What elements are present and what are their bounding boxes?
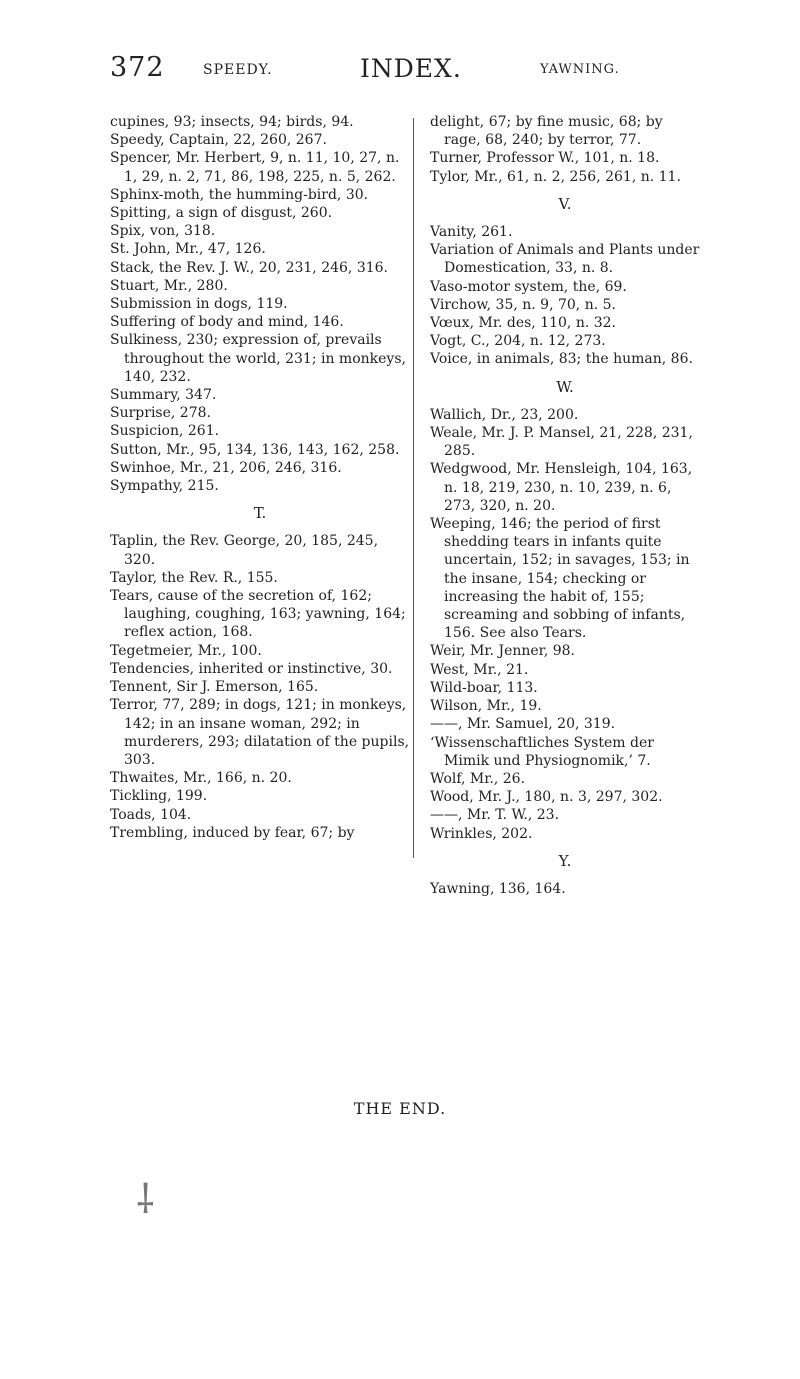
index-entry: Tickling, 199. <box>110 788 208 805</box>
index-entry: ——, Mr. Samuel, 20, 319. <box>430 716 616 733</box>
section-letter: T. <box>253 504 267 523</box>
page-number: 372 <box>110 52 165 83</box>
index-entry: Vaso-motor system, the, 69. <box>430 278 627 295</box>
index-entry: Trembling, induced by fear, 67; by <box>110 824 355 841</box>
index-entry: Voice, in animals, 83; the human, 86. <box>430 351 693 368</box>
index-entry: Stack, the Rev. J. W., 20, 231, 246, 316. <box>110 259 388 276</box>
index-entry: Wedgwood, Mr. Hensleigh, 104, 163, n. 18, 219, 230, n. 10, 239, n. 6, 273, 320, n. 20. <box>430 461 693 514</box>
index-entry: Tylor, Mr., 61, n. 2, 256, 261, n. 11. <box>430 168 681 185</box>
index-entry: Toads, 104. <box>110 806 192 823</box>
index-entry: West, Mr., 21. <box>430 661 529 678</box>
index-entry: Sutton, Mr., 95, 134, 136, 143, 162, 258. <box>110 441 400 458</box>
index-entry: Surprise, 278. <box>110 405 211 422</box>
index-entry: Turner, Professor W., 101, n. 18. <box>430 150 660 167</box>
index-entry: Vanity, 261. <box>430 224 513 241</box>
column-divider <box>413 118 414 858</box>
section-letter: Y. <box>558 851 572 870</box>
index-entry: Wild-boar, 113. <box>430 679 538 696</box>
index-entry: Thwaites, Mr., 166, n. 20. <box>110 770 292 787</box>
index-entry: Spix, von, 318. <box>110 223 216 240</box>
page-header <box>110 52 670 92</box>
index-entry: Variation of Animals and Plants under Domestication, 33, n. 8. <box>430 242 700 277</box>
index-entry: Submission in dogs, 119. <box>110 296 288 313</box>
index-entry: Taplin, the Rev. George, 20, 185, 245, 320. <box>110 533 379 568</box>
index-entry: Spencer, Mr. Herbert, 9, n. 11, 10, 27, n. 1, 29, n. 2, 71, 86, 198, 225, n. 5, 262. <box>110 150 400 185</box>
index-entry: ‘Wissenschaftliches System der Mimik und Physiognomik,’ 7. <box>430 734 654 769</box>
section-letter: V. <box>558 194 572 213</box>
index-entry: Wallich, Dr., 23, 200. <box>430 406 579 423</box>
index-entry: Tennent, Sir J. Emerson, 165. <box>110 679 319 696</box>
index-entry: Stuart, Mr., 280. <box>110 277 228 294</box>
index-entry: Spitting, a sign of disgust, 260. <box>110 205 333 222</box>
index-entry: St. John, Mr., 47, 126. <box>110 241 266 258</box>
running-head-center: INDEX. <box>360 54 462 83</box>
index-entry: Terror, 77, 289; in dogs, 121; in monkeys, 142; in an insane woman, 292; in murderers, 293; dilatation of the pupils, 303. <box>110 697 410 768</box>
pencil-mark-icon: ⸸ <box>136 1177 155 1223</box>
section-letter: W. <box>556 377 574 396</box>
running-head-right: YAWNING. <box>540 62 620 77</box>
index-entry: Swinhoe, Mr., 21, 206, 246, 316. <box>110 459 342 476</box>
index-entry: Weir, Mr. Jenner, 98. <box>430 643 575 660</box>
index-entry: Vœux, Mr. des, 110, n. 32. <box>430 315 617 332</box>
index-entry: Suffering of body and mind, 146. <box>110 314 344 331</box>
index-entry: Virchow, 35, n. 9, 70, n. 5. <box>430 296 616 313</box>
index-entry: Wrinkles, 202. <box>430 825 533 842</box>
index-entry: Summary, 347. <box>110 387 217 404</box>
index-entry: cupines, 93; insects, 94; birds, 94. <box>110 114 354 130</box>
index-entry: Speedy, Captain, 22, 260, 267. <box>110 132 327 149</box>
index-entry: Suspicion, 261. <box>110 423 220 440</box>
index-column-right <box>430 113 700 898</box>
index-entry: Sulkiness, 230; expression of, prevails throughout the world, 231; in monkeys, 140, 232. <box>110 332 406 385</box>
index-entry: Sympathy, 215. <box>110 478 219 495</box>
index-entry: Wolf, Mr., 26. <box>430 770 526 787</box>
end-text: THE END. <box>353 1099 447 1118</box>
index-entry: Yawning, 136, 164. <box>430 880 566 897</box>
index-entry: Wilson, Mr., 19. <box>430 698 542 715</box>
index-entry: Vogt, C., 204, n. 12, 273. <box>430 333 606 350</box>
index-entry: Weale, Mr. J. P. Mansel, 21, 228, 231, 285. <box>430 425 693 460</box>
index-entry: Sphinx-moth, the humming-bird, 30. <box>110 186 369 203</box>
index-entry: Weeping, 146; the period of first shedding tears in infants quite uncertain, 152; in savages, 153; in the insane, 154; checking or increasing the habit of, 155; screaming and sobbing of infants, 156. See also Tears. <box>430 516 690 642</box>
index-entry: Tegetmeier, Mr., 100. <box>110 642 262 659</box>
index-entry: Taylor, the Rev. R., 155. <box>110 569 278 586</box>
running-head-left: SPEEDY. <box>203 62 273 78</box>
index-entry: Tendencies, inherited or instinctive, 30. <box>110 660 393 677</box>
index-entry: ——, Mr. T. W., 23. <box>430 807 560 824</box>
index-entry: Tears, cause of the secretion of, 162; laughing, coughing, 163; yawning, 164; reflex action, 168. <box>110 588 406 641</box>
index-entry: Wood, Mr. J., 180, n. 3, 297, 302. <box>430 789 663 806</box>
index-column-left <box>110 113 410 842</box>
index-entry: delight, 67; by fine music, 68; by rage, 68, 240; by terror, 77. <box>430 114 663 149</box>
